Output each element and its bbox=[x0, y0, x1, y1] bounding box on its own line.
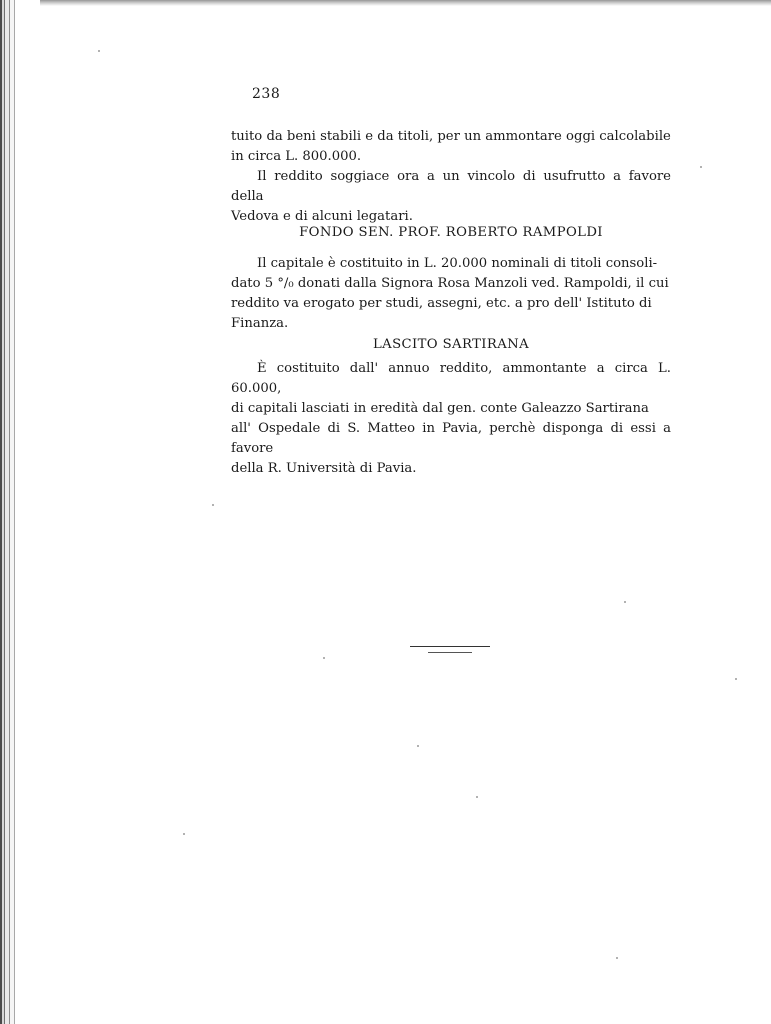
paragraph-line: Vedova e di alcuni legatari. bbox=[231, 209, 413, 224]
paragraph-line: reddito va erogato per studi, assegni, etc. a pro dell' Istituto di bbox=[231, 296, 652, 311]
section-heading-lascito-sartirana: LASCITO SARTIRANA bbox=[373, 337, 529, 352]
section-body-fondo-rampoldi bbox=[231, 254, 671, 334]
paragraph-line: in circa L. 800.000. bbox=[231, 149, 362, 164]
paragraph-line: dato 5 °/₀ donati dalla Signora Rosa Manzoli ved. Rampoldi, il cui bbox=[231, 276, 669, 291]
paragraph-line: Finanza. bbox=[231, 316, 289, 331]
end-divider-rule-short bbox=[428, 652, 472, 653]
paragraph-line: della R. Università di Pavia. bbox=[231, 461, 417, 476]
scan-speck bbox=[417, 745, 419, 747]
scan-speck bbox=[700, 166, 702, 168]
paragraph-line: all' Ospedale di S. Matteo in Pavia, perchè disponga di essi a favore bbox=[231, 421, 671, 456]
scan-speck bbox=[212, 504, 214, 506]
scan-speck bbox=[323, 657, 325, 659]
scan-speck bbox=[183, 833, 185, 835]
intro-text bbox=[231, 127, 671, 227]
paragraph-line: Il reddito soggiace ora a un vincolo di usufrutto a favore della bbox=[231, 169, 671, 204]
scan-speck bbox=[735, 678, 737, 680]
page-number: 238 bbox=[252, 86, 281, 102]
section-body-lascito-sartirana bbox=[231, 359, 671, 479]
scan-edge-left bbox=[0, 0, 48, 1024]
scan-speck bbox=[624, 601, 626, 603]
scan-edge-top bbox=[40, 0, 771, 6]
section-heading-fondo-rampoldi: FONDO SEN. PROF. ROBERTO RAMPOLDI bbox=[299, 225, 603, 240]
scan-speck bbox=[98, 50, 100, 52]
paragraph-line: di capitali lasciati in eredità dal gen. conte Galeazzo Sartirana bbox=[231, 401, 649, 416]
paragraph-line: tuito da beni stabili e da titoli, per un ammontare oggi calcolabile bbox=[231, 129, 671, 144]
paragraph-line: Il capitale è costituito in L. 20.000 nominali di titoli consoli- bbox=[257, 256, 658, 271]
scan-speck bbox=[476, 796, 478, 798]
scan-speck bbox=[616, 957, 618, 959]
paragraph-line: È costituito dall' annuo reddito, ammontante a circa L. 60.000, bbox=[231, 361, 671, 396]
end-divider-rule bbox=[410, 646, 490, 647]
